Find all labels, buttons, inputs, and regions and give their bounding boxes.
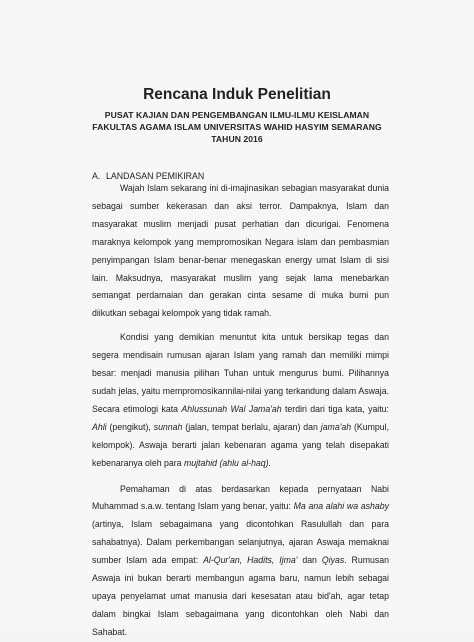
paragraph-3-text: (artinya, Islam sebagaimana yang dicontohkan Rasulullah dan para sahabatnya). Dalam perkembangan selanjutnya, ajaran Aswaja memaknai sumber Islam ada empat: — [92, 519, 389, 566]
paragraph-3-text: dan — [297, 555, 322, 566]
paragraph-2-term: jama'ah — [320, 421, 352, 432]
paragraph-2 — [92, 329, 389, 472]
paragraph-3 — [92, 481, 389, 642]
paragraph-2-text: (Kumpul, kelompok). Aswaja berarti jalan kebenaran agama yang telah disepakati kebenaranya oleh para — [92, 421, 390, 468]
document-body — [92, 180, 389, 642]
paragraph-2-term: sunnah — [153, 421, 183, 432]
paragraph-3-term: Ma ana alahi wa ashaby — [293, 501, 389, 512]
paragraph-2-term: mujtahid (ahlu al-haq). — [183, 457, 272, 468]
paragraph-2-text: terdiri dari tiga kata, yaitu: — [281, 403, 389, 414]
subtitle-year: TAHUN 2016 — [211, 134, 263, 144]
paragraph-2-text: (pengikut), — [106, 421, 154, 432]
paragraph-2-term: Ahli — [92, 421, 107, 432]
paragraph-1: Wajah Islam sekarang ini di-imajinasikan sebagian masyarakat dunia sebagai sumber kekerasan dan aksi terror. Dampaknya, Islam dan masyarakat muslim menjadi pusat perhatian dan dicurigai. Fenomena maraknya kelompok yang mempromosikan Negara islam dan pembasmian penyimpangan Islam benar-benar menegaskan energy umat Islam di sisi lain. Maksudnya, masyarakat muslim yang sejak lama menebarkan semangat perdamaian dan gerakan cinta sesame di muka bumi pun diikutkan sebagai kelompok yang tidak ramah. — [92, 183, 389, 319]
section-number: A. — [92, 171, 101, 181]
document-title: Rencana Induk Penelitian — [143, 86, 331, 103]
subtitle-institute: PUSAT KAJIAN DAN PENGEMBANGAN ILMU-ILMU KEISLAMAN — [104, 110, 370, 120]
paragraph-3-text: . Rumusan Aswaja ini bukan berarti membangun agama baru, namun lebih sebagai upaya penyelamat umat manusia dari kesesatan atau bid'ah, agar tetap dalam bingkai Islam sebagaimana yang dicontohkan oleh Nabi dan Sahabat. — [92, 555, 390, 637]
paragraph-2-text: (jalan, tempat berlalu, ajaran) dan — [182, 421, 321, 432]
paragraph-3-term: Qiyas — [321, 555, 345, 566]
subtitle-faculty: FAKULTAS AGAMA ISLAM UNIVERSITAS WAHID HASYIM SEMARANG — [92, 122, 382, 132]
paragraph-2-term: Ahlussunah Wal Jama'ah — [181, 403, 282, 414]
paragraph-3-term: Al-Qur'an, Hadits, Ijma' — [203, 555, 298, 566]
section-title: LANDASAN PEMIKIRAN — [106, 171, 205, 181]
paragraph-3-text: Pemahaman di atas berdasarkan kepada pernyataan Nabi Muhammad s.a.w. tentang Islam yang benar, yaitu: — [92, 483, 389, 512]
paragraph-2-text: Kondisi yang demikian menuntut kita untuk bersikap tegas dan segera mendisain rumusan ajaran Islam yang ramah dan memiliki mimpi besar: menjadi manusia pilihan Tuhan untuk mengurus bumi. Pilihannya sudah jelas, yaitu mempromosikannilai-nilai yang terkandung dalam Aswaja. Secara etimologi kata — [92, 332, 389, 414]
